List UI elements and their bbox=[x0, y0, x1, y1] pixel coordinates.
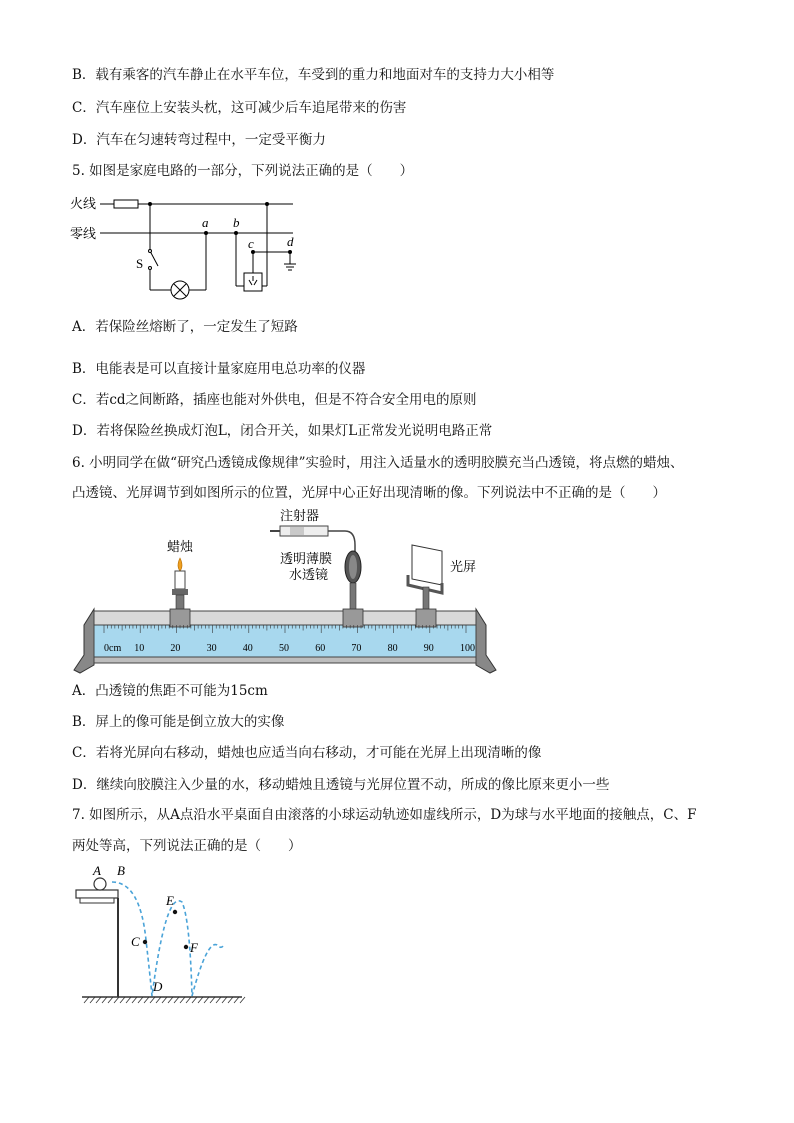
ruler-tick-label: 10 bbox=[134, 643, 145, 654]
point-b-label: b bbox=[233, 215, 240, 230]
ground-hatch bbox=[126, 997, 131, 1003]
candle-label: 蜡烛 bbox=[167, 539, 194, 554]
ground-hatch bbox=[174, 997, 179, 1003]
ground-hatch bbox=[90, 997, 95, 1003]
syringe-label: 注射器 bbox=[280, 508, 320, 523]
point-c-dot bbox=[143, 940, 147, 944]
point-f-dot bbox=[184, 945, 188, 949]
point-a-label: a bbox=[202, 215, 209, 230]
q5-option-d: D．若将保险丝换成灯泡L，闭合开关，如果灯L正常发光说明电路正常 bbox=[72, 423, 493, 439]
q7-stem-line2: 两处等高，下列说法正确的是（ ） bbox=[72, 838, 302, 854]
point-c-label: C bbox=[131, 934, 140, 949]
ruler-tick-label: 0cm bbox=[104, 643, 122, 654]
ball-trajectory-diagram bbox=[72, 860, 252, 1010]
ruler-tick-label: 80 bbox=[387, 643, 398, 654]
ground-hatch bbox=[96, 997, 101, 1003]
ground-hatch bbox=[210, 997, 215, 1003]
ruler-tick-label: 70 bbox=[351, 643, 362, 654]
q6-stem-line2: 凸透镜、光屏调节到如图所示的位置，光屏中心正好出现清晰的像。下列说法中不正确的是（ ） bbox=[72, 485, 666, 501]
ruler-tick-label: 50 bbox=[279, 643, 289, 654]
ruler-tick-label: 20 bbox=[170, 643, 181, 654]
ground-hatch bbox=[168, 997, 173, 1003]
neutral-wire-label: 零线 bbox=[70, 226, 97, 241]
point-a-label: A bbox=[93, 863, 101, 878]
q4-option-c: C．汽车座位上安装头枕，这可减少后车追尾带来的伤害 bbox=[72, 100, 407, 116]
ground-hatch bbox=[144, 997, 149, 1003]
ground-hatch bbox=[180, 997, 185, 1003]
ball-icon bbox=[94, 878, 106, 890]
ground-hatch bbox=[240, 997, 245, 1003]
q6-option-b: B．屏上的像可能是倒立放大的实像 bbox=[72, 714, 285, 730]
ground-hatch bbox=[228, 997, 233, 1003]
screen-label: 光屏 bbox=[450, 559, 477, 574]
lamp-icon bbox=[171, 281, 189, 299]
candle-icon bbox=[172, 558, 188, 610]
ground-hatch bbox=[138, 997, 143, 1003]
ground-hatch bbox=[150, 997, 155, 1003]
light-screen bbox=[408, 545, 442, 610]
q6-option-c: C．若将光屏向右移动，蜡烛也应适当向右移动，才可能在光屏上出现清晰的像 bbox=[72, 745, 542, 761]
q6-stem-line1: 6. 小明同学在做“研究凸透镜成像规律”实验时，用注入适量水的透明胶膜充当凸透镜，将点燃的蜡烛、 bbox=[72, 455, 684, 471]
q6-option-a: A．凸透镜的焦距不可能为15cm bbox=[72, 683, 268, 699]
ruler-tick-label: 90 bbox=[423, 643, 434, 654]
ground-hatch bbox=[120, 997, 125, 1003]
water-lens bbox=[345, 551, 361, 610]
ground-hatch bbox=[156, 997, 161, 1003]
point-b-label: B bbox=[117, 863, 125, 878]
ground-hatch bbox=[114, 997, 119, 1003]
ground-hatch bbox=[162, 997, 167, 1003]
lens-label-line1: 透明薄膜 bbox=[280, 551, 333, 566]
ruler-tick-label: 100 bbox=[460, 643, 475, 654]
q5-option-a: A．若保险丝熔断了，一定发生了短路 bbox=[72, 319, 298, 335]
ground-hatch bbox=[186, 997, 191, 1003]
q5-stem: 5. 如图是家庭电路的一部分，下列说法正确的是（ ） bbox=[72, 163, 414, 179]
table bbox=[76, 890, 118, 997]
ground-hatch bbox=[108, 997, 113, 1003]
q5-option-b: B．电能表是可以直接计量家庭用电总功率的仪器 bbox=[72, 361, 366, 377]
ground-hatch bbox=[216, 997, 221, 1003]
switch-s bbox=[150, 251, 158, 266]
ground-hatch bbox=[102, 997, 107, 1003]
point-d-label: d bbox=[287, 234, 294, 249]
ruler-tick-label: 60 bbox=[315, 643, 326, 654]
ground bbox=[82, 997, 245, 1003]
q4-option-d: D．汽车在匀速转弯过程中，一定受平衡力 bbox=[72, 132, 326, 148]
q6-option-d: D．继续向胶膜注入少量的水，移动蜡烛且透镜与光屏位置不动，所成的像比原来更小一些 bbox=[72, 777, 610, 793]
q7-stem-line1: 7. 如图所示，从A点沿水平桌面自由滚落的小球运动轨迹如虚线所示，D为球与水平地面的接触点，C、F bbox=[72, 807, 697, 823]
ground-hatch bbox=[234, 997, 239, 1003]
ground-hatch bbox=[198, 997, 203, 1003]
circuit-diagram bbox=[68, 188, 308, 303]
q4-option-b: B．载有乘客的汽车静止在水平车位，车受到的重力和地面对车的支持力大小相等 bbox=[72, 67, 555, 83]
socket-icon bbox=[244, 273, 262, 291]
point-f-label: F bbox=[190, 940, 198, 955]
point-c-label: c bbox=[248, 236, 254, 251]
ground-icon bbox=[284, 264, 296, 270]
point-e-dot bbox=[173, 910, 177, 914]
lens-label-line2: 水透镜 bbox=[289, 567, 329, 582]
ground-hatch bbox=[222, 997, 227, 1003]
ground-hatch bbox=[192, 997, 197, 1003]
ruler-tick-label: 30 bbox=[206, 643, 217, 654]
switch-label: S bbox=[136, 256, 144, 271]
ground-hatch bbox=[84, 997, 89, 1003]
ground-hatch bbox=[204, 997, 209, 1003]
ruler-tick-label: 40 bbox=[242, 643, 253, 654]
q5-option-c: C．若cd之间断路，插座也能对外供电，但是不符合安全用电的原则 bbox=[72, 392, 477, 408]
optical-bench-diagram bbox=[70, 505, 500, 675]
live-wire-label: 火线 bbox=[70, 196, 97, 211]
ground-hatch bbox=[132, 997, 137, 1003]
point-d-label: D bbox=[153, 979, 163, 994]
syringe-icon bbox=[270, 526, 355, 553]
point-e-label: E bbox=[166, 893, 174, 908]
optical-bench bbox=[74, 609, 496, 673]
fuse bbox=[114, 200, 138, 208]
